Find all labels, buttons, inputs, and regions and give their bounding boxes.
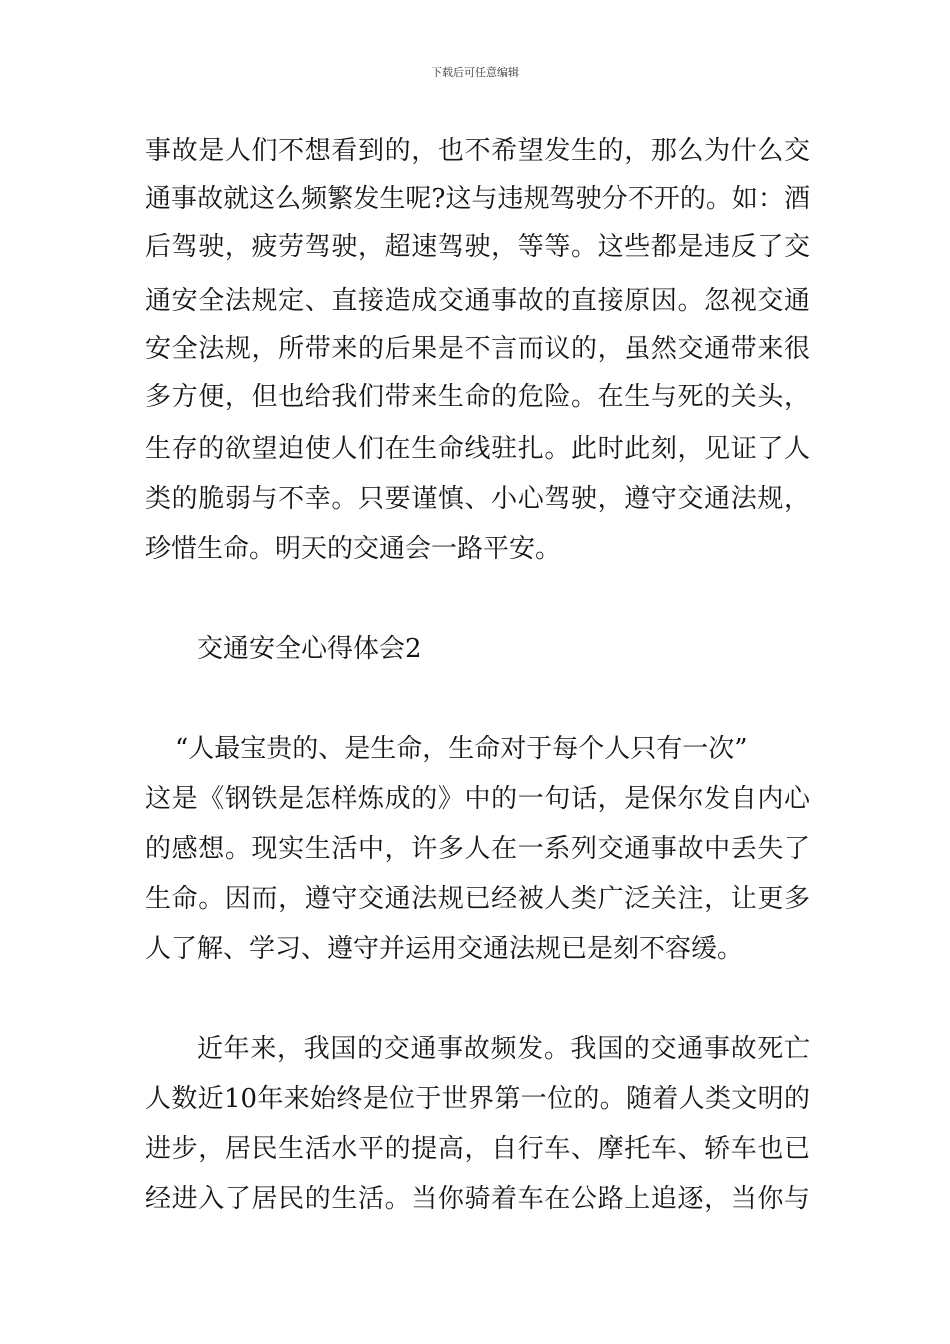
paragraph-1-line: 后驾驶，疲劳驾驶，超速驾驶，等等。这些都是违反了交 — [145, 232, 810, 262]
paragraph-3-line: 人数近10年来始终是位于世界第一位的。随着人类文明的 — [145, 1084, 810, 1114]
paragraph-3-line: 进步，居民生活水平的提高，自行车、摩托车、轿车也已 — [145, 1134, 810, 1164]
paragraph-2-line: 这是《钢铁是怎样炼成的》中的一句话，是保尔发自内心 — [145, 784, 810, 814]
paragraph-1-line: 事故是人们不想看到的，也不希望发生的，那么为什么交 — [145, 136, 810, 166]
paragraph-2-line: “人最宝贵的、是生命，生命对于每个人只有一次” — [175, 734, 748, 764]
paragraph-1-line: 通事故就这么频繁发生呢?这与违规驾驶分不开的。如：酒 — [145, 184, 810, 214]
paragraph-3-line: 经进入了居民的生活。当你骑着车在公路上追逐，当你与 — [145, 1184, 810, 1214]
paragraph-2-line: 人了解、学习、遵守并运用交通法规已是刻不容缓。 — [145, 934, 744, 964]
paragraph-1-line: 类的脆弱与不幸。只要谨慎、小心驾驶，遵守交通法规， — [145, 484, 810, 514]
section-heading: 交通安全心得体会2 — [197, 634, 422, 664]
paragraph-1-line: 生存的欲望迫使人们在生命线驻扎。此时此刻，见证了人 — [145, 434, 810, 464]
paragraph-1-line: 安全法规，所带来的后果是不言而议的，虽然交通带来很 — [145, 334, 810, 364]
paragraph-3-line: 近年来，我国的交通事故频发。我国的交通事故死亡 — [197, 1034, 810, 1064]
paragraph-2-line: 生命。因而，遵守交通法规已经被人类广泛关注，让更多 — [145, 884, 810, 914]
page-header: 下载后可任意编辑 — [431, 66, 519, 79]
paragraph-1-line: 珍惜生命。明天的交通会一路平安。 — [145, 534, 562, 564]
paragraph-1-line: 多方便，但也给我们带来生命的危险。在生与死的关头， — [145, 382, 810, 412]
paragraph-1-line: 通安全法规定、直接造成交通事故的直接原因。忽视交通 — [145, 286, 810, 316]
paragraph-2-line: 的感想。现实生活中，许多人在一系列交通事故中丢失了 — [145, 834, 810, 864]
